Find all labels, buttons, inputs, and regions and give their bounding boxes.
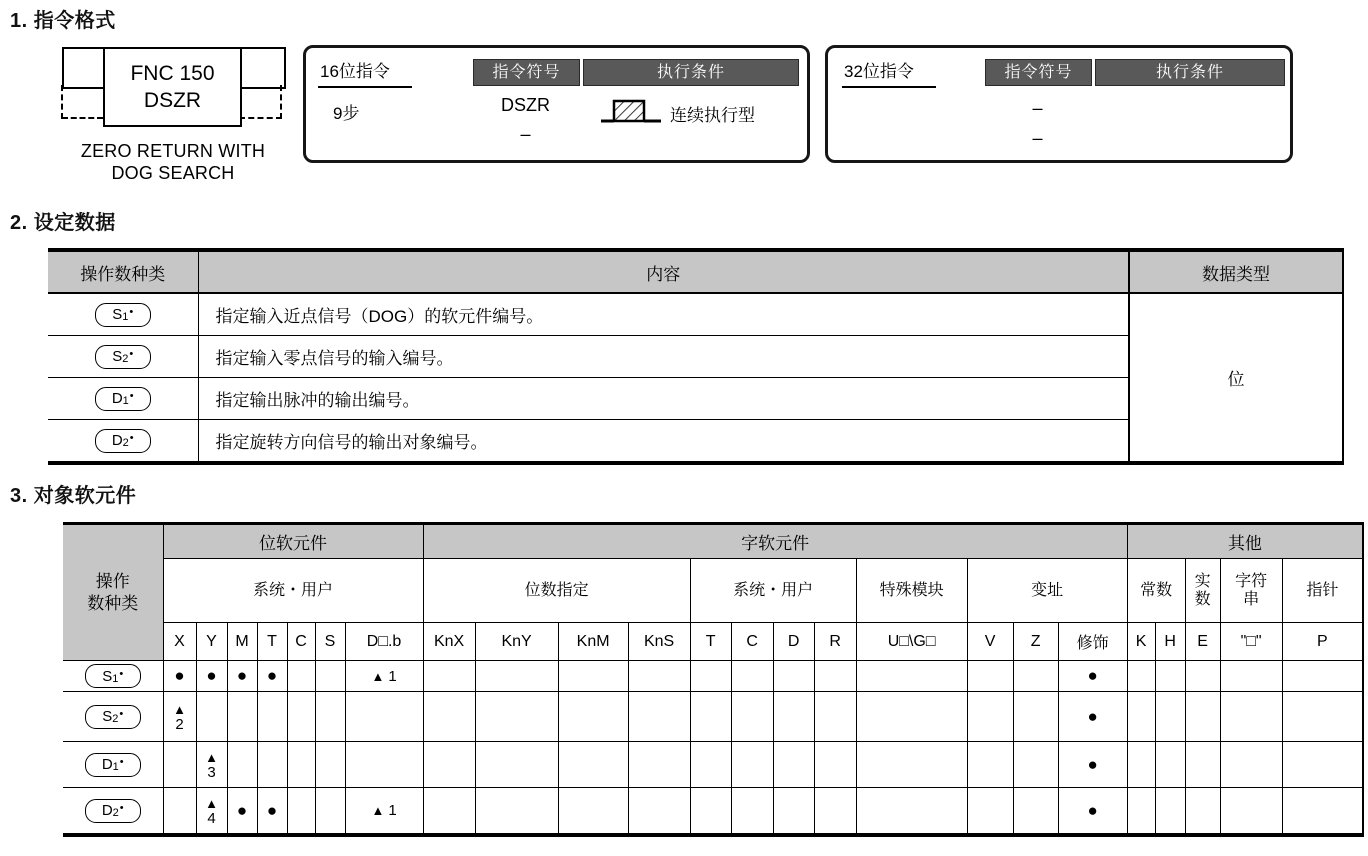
device-subgroup-header: 常数 — [1127, 559, 1185, 623]
operand-badge: D 2 • — [95, 429, 151, 453]
device-group-header: 其他 — [1127, 524, 1363, 559]
continuous-execution-pulse-icon — [599, 96, 663, 124]
device-cell — [1220, 661, 1282, 692]
device-column-header: E — [1185, 623, 1220, 661]
device-subgroup-header: 字符 串 — [1220, 559, 1282, 623]
device-cell — [475, 661, 558, 692]
device-cell — [1127, 788, 1155, 836]
device-cell — [227, 788, 257, 836]
device-subgroup-header: 实 数 — [1185, 559, 1220, 623]
device-cell — [1058, 661, 1127, 692]
device-cell — [558, 661, 628, 692]
device-cell — [856, 692, 967, 742]
triangle-footnote: ▲ 3 — [205, 750, 218, 781]
device-cell — [690, 692, 731, 742]
ladder-dash-right — [280, 85, 282, 119]
device-column-header: Y — [196, 623, 227, 661]
device-column-header: Z — [1013, 623, 1058, 661]
device-column-header: U□\G□ — [856, 623, 967, 661]
device-cell — [628, 661, 690, 692]
device-cell — [227, 692, 257, 742]
device-cell — [558, 692, 628, 742]
device-cell — [1127, 692, 1155, 742]
operand-cell — [48, 378, 198, 420]
device-cell — [1155, 788, 1185, 836]
device-cell — [345, 742, 423, 788]
operand-badge: D 1 • — [95, 387, 151, 411]
device-cell — [1282, 788, 1363, 836]
triangle-footnote: ▲ 1 — [371, 802, 397, 819]
box-16bit — [303, 45, 810, 163]
device-group-row — [63, 524, 1363, 559]
device-cell — [1013, 661, 1058, 692]
device-cell — [163, 742, 196, 788]
device-cell — [558, 788, 628, 836]
triangle-footnote: ▲ 1 — [371, 667, 397, 685]
fnc-instruction-box — [103, 47, 242, 127]
device-column-header: KnY — [475, 623, 558, 661]
device-cell — [731, 742, 773, 788]
device-column-header: X — [163, 623, 196, 661]
device-column-header: C — [731, 623, 773, 661]
section2-heading: 2. 设定数据 — [10, 212, 116, 234]
device-column-header: KnX — [423, 623, 475, 661]
device-cell — [967, 661, 1013, 692]
box32-condition-label: 执行条件 — [1095, 59, 1285, 86]
device-cell — [315, 788, 345, 836]
ladder-right-cell — [238, 47, 286, 89]
description-cell: 指定旋转方向信号的输出对象编号。 — [198, 420, 1129, 464]
device-subgroup-header: 系统・用户 — [163, 559, 423, 623]
device-cell — [690, 742, 731, 788]
device-cell — [1155, 661, 1185, 692]
device-column-header: R — [814, 623, 856, 661]
box16-symbol-label: 指令符号 — [473, 59, 580, 86]
supported-dot: ● — [206, 666, 217, 685]
device-cell — [287, 661, 315, 692]
setting-header-row — [48, 250, 1343, 293]
triangle-footnote: ▲ 2 — [173, 702, 186, 733]
device-cell — [558, 742, 628, 788]
device-cell — [1058, 742, 1127, 788]
device-row — [63, 788, 1363, 836]
header-content: 内容 — [198, 250, 1129, 293]
device-cell — [773, 742, 814, 788]
device-cell — [967, 742, 1013, 788]
box32-symbol-value2: – — [1032, 128, 1043, 148]
box16-title: 16位指令 — [318, 57, 412, 88]
supported-dot: ● — [174, 666, 185, 685]
operand-badge: D 1 • — [85, 753, 141, 777]
operand-cell — [63, 788, 163, 836]
device-cell — [345, 788, 423, 836]
box16-condition-text: 连续执行型 — [670, 106, 755, 125]
device-column-header: KnS — [628, 623, 690, 661]
device-cell — [1282, 661, 1363, 692]
device-cell — [814, 692, 856, 742]
device-cell — [163, 788, 196, 836]
device-cell — [475, 788, 558, 836]
device-cell — [731, 788, 773, 836]
device-cell — [814, 742, 856, 788]
device-subgroup-row — [63, 559, 1363, 623]
ladder-dash-left — [61, 85, 63, 119]
section1-heading: 1. 指令格式 — [10, 10, 116, 32]
device-column-header: T — [257, 623, 287, 661]
device-cell — [1058, 788, 1127, 836]
device-cell — [773, 788, 814, 836]
supported-dot: ● — [236, 800, 248, 820]
supported-dot: ● — [1087, 800, 1098, 820]
device-group-header: 字软元件 — [423, 524, 1127, 559]
device-cell — [856, 742, 967, 788]
supported-dot: ● — [236, 666, 248, 685]
device-cell — [423, 692, 475, 742]
device-subgroup-header: 指针 — [1282, 559, 1363, 623]
device-cell — [1220, 742, 1282, 788]
description-cell: 指定输出脉冲的输出编号。 — [198, 378, 1129, 420]
setting-row — [48, 293, 1343, 336]
setting-data-table — [48, 248, 1344, 465]
device-cell — [423, 788, 475, 836]
supported-dot: ● — [266, 666, 278, 685]
device-column-header: H — [1155, 623, 1185, 661]
instruction-english-name: ZERO RETURN WITH DOG SEARCH — [80, 141, 266, 183]
device-cell — [315, 742, 345, 788]
device-cell — [423, 742, 475, 788]
device-subgroup-header: 系统・用户 — [690, 559, 856, 623]
device-cell — [163, 692, 196, 742]
device-cell — [856, 661, 967, 692]
device-cell — [628, 788, 690, 836]
device-cell — [1220, 788, 1282, 836]
description-cell: 指定输入近点信号（DOG）的软元件编号。 — [198, 293, 1129, 336]
device-cell — [773, 661, 814, 692]
fnc-number: FNC 150 — [130, 62, 215, 85]
device-cell — [475, 692, 558, 742]
device-cell — [257, 692, 287, 742]
box16-symbol-value2: – — [520, 124, 531, 144]
device-cell — [287, 692, 315, 742]
device-cell — [1282, 742, 1363, 788]
description-cell: 指定输入零点信号的输入编号。 — [198, 336, 1129, 378]
box32-title: 32位指令 — [842, 57, 936, 88]
device-column-header: P — [1282, 623, 1363, 661]
device-cell — [345, 661, 423, 692]
device-cell — [257, 661, 287, 692]
device-cell — [1155, 692, 1185, 742]
box16-symbol-value: DSZR — [501, 95, 550, 115]
device-cell — [1220, 692, 1282, 742]
device-column-header: S — [315, 623, 345, 661]
device-cell — [227, 742, 257, 788]
device-column-header: V — [967, 623, 1013, 661]
device-cell — [1013, 742, 1058, 788]
operand-badge: S 1 • — [85, 664, 141, 688]
operand-cell — [48, 336, 198, 378]
device-cell — [1127, 742, 1155, 788]
box16-condition-label: 执行条件 — [583, 59, 799, 86]
ladder-left-cell — [62, 47, 107, 89]
section3-heading: 3. 对象软元件 — [10, 485, 137, 507]
supported-dot: ● — [1087, 754, 1098, 774]
device-cell — [196, 692, 227, 742]
box16-steps: 9步 — [333, 104, 360, 123]
device-cell — [1282, 692, 1363, 742]
device-cell — [1185, 661, 1220, 692]
operand-cell — [48, 420, 198, 464]
data-type-cell: 位 — [1129, 293, 1343, 463]
device-row — [63, 742, 1363, 788]
device-cell — [1155, 742, 1185, 788]
device-cell — [731, 661, 773, 692]
device-column-header: D — [773, 623, 814, 661]
device-cell — [814, 661, 856, 692]
box32-symbol-label: 指令符号 — [985, 59, 1092, 86]
device-cell — [967, 692, 1013, 742]
supported-dot: ● — [266, 800, 278, 820]
device-group-header: 位软元件 — [163, 524, 423, 559]
supported-dot: ● — [1087, 666, 1098, 685]
operand-badge: D 2 • — [85, 799, 141, 823]
device-cell — [196, 742, 227, 788]
device-cell — [1058, 692, 1127, 742]
device-row — [63, 692, 1363, 742]
device-row — [63, 661, 1363, 692]
operand-cell — [48, 293, 198, 336]
device-column-row — [63, 623, 1363, 661]
device-cell — [1185, 692, 1220, 742]
fnc-mnemonic: DSZR — [143, 89, 202, 112]
device-cell — [628, 742, 690, 788]
device-subgroup-header: 位数指定 — [423, 559, 690, 623]
device-cell — [1185, 788, 1220, 836]
device-column-header: 修饰 — [1058, 623, 1127, 661]
device-cell — [315, 661, 345, 692]
device-cell — [257, 742, 287, 788]
header-operand-type: 操作 数种类 — [63, 524, 163, 661]
device-cell — [227, 661, 257, 692]
device-cell — [287, 742, 315, 788]
device-cell — [967, 788, 1013, 836]
device-column-header: C — [287, 623, 315, 661]
device-cell — [315, 692, 345, 742]
device-subgroup-header: 变址 — [967, 559, 1127, 623]
operand-badge: S 2 • — [95, 345, 151, 369]
triangle-footnote: ▲ 4 — [205, 796, 218, 827]
device-cell — [475, 742, 558, 788]
header-data-type: 数据类型 — [1129, 250, 1343, 293]
device-cell — [1127, 661, 1155, 692]
device-cell — [731, 692, 773, 742]
device-cell — [287, 788, 315, 836]
device-cell — [1013, 692, 1058, 742]
operand-badge: S 2 • — [85, 705, 141, 729]
device-cell — [773, 692, 814, 742]
device-column-header: K — [1127, 623, 1155, 661]
device-cell — [690, 788, 731, 836]
device-cell — [856, 788, 967, 836]
device-cell — [196, 661, 227, 692]
operand-badge: S 1 • — [95, 303, 151, 327]
device-table — [63, 522, 1364, 837]
device-cell — [1013, 788, 1058, 836]
device-cell — [423, 661, 475, 692]
device-column-header: T — [690, 623, 731, 661]
ladder-dash-bottom-left — [62, 117, 103, 119]
device-cell — [345, 692, 423, 742]
device-subgroup-header: 特殊模块 — [856, 559, 967, 623]
device-column-header: "□" — [1220, 623, 1282, 661]
device-column-header: M — [227, 623, 257, 661]
device-column-header: D□.b — [345, 623, 423, 661]
device-cell — [196, 788, 227, 836]
supported-dot: ● — [1087, 706, 1098, 726]
operand-cell — [63, 742, 163, 788]
operand-cell — [63, 661, 163, 692]
device-cell — [628, 692, 690, 742]
box-32bit — [825, 45, 1293, 163]
device-cell — [814, 788, 856, 836]
box32-symbol-value: – — [1032, 98, 1043, 118]
device-cell — [257, 788, 287, 836]
device-cell — [163, 661, 196, 692]
device-cell — [1185, 742, 1220, 788]
header-operand-type: 操作数种类 — [48, 250, 198, 293]
operand-cell — [63, 692, 163, 742]
device-cell — [690, 661, 731, 692]
ladder-dash-bottom-right — [239, 117, 282, 119]
device-column-header: KnM — [558, 623, 628, 661]
